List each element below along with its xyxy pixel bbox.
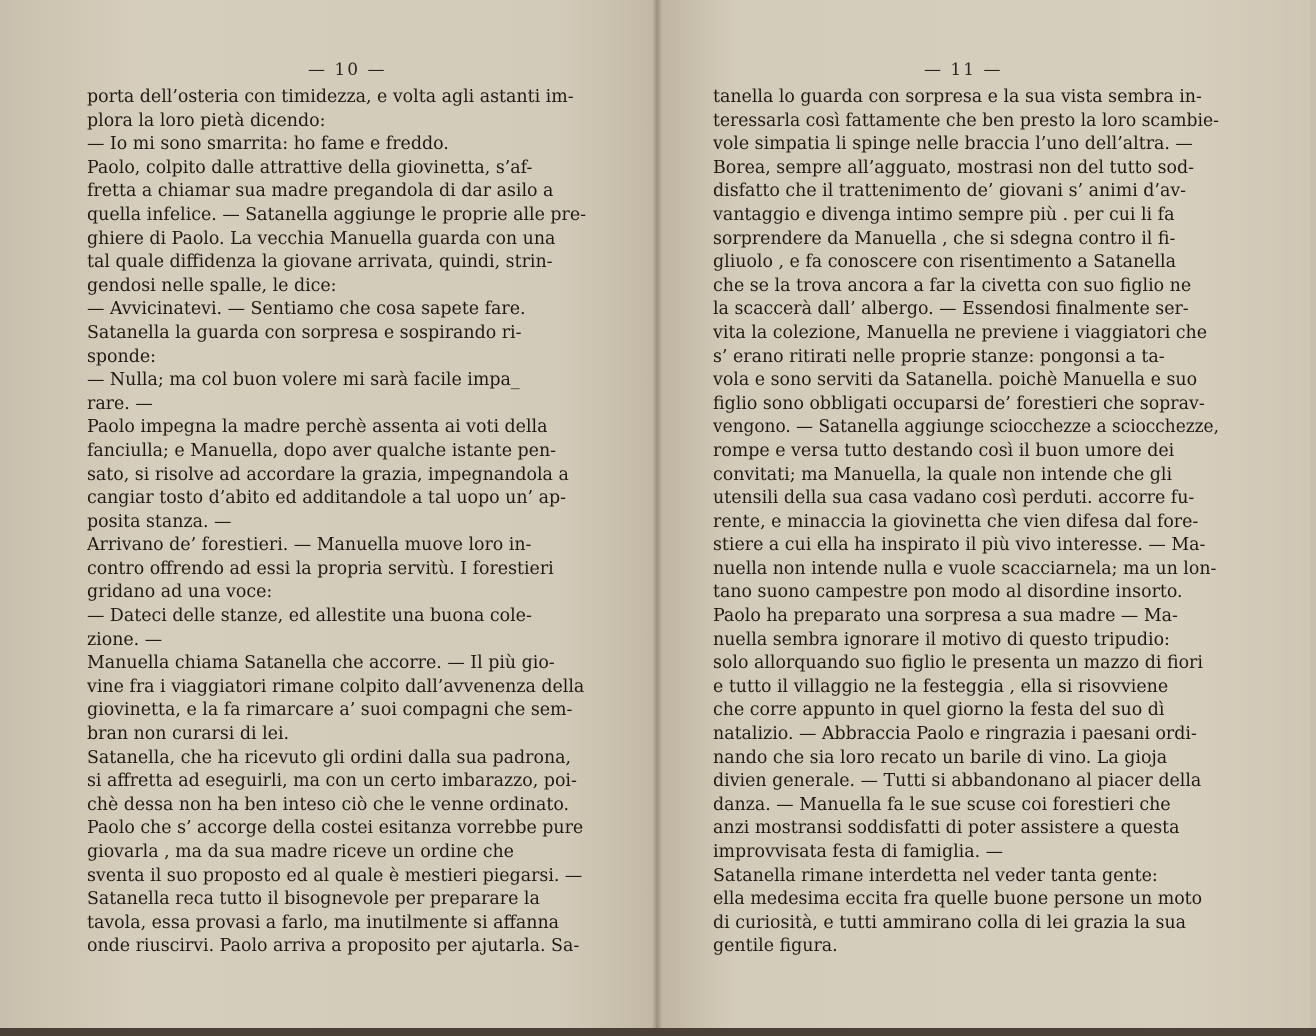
- text-line: Borea, sempre all’agguato, mostrasi non del tutto sod-: [713, 157, 1195, 178]
- book-gutter: [652, 0, 662, 1030]
- text-line: anzi mostransi soddisfatti di poter assistere a questa: [713, 818, 1180, 839]
- text-line: la scaccerà dall’ albergo. — Essendosi finalmente ser-: [713, 299, 1189, 320]
- text-line: s’ erano ritirati nelle proprie stanze: pongonsi a ta-: [713, 346, 1165, 367]
- text-line: divien generale. — Tutti si abbandonano al piacer della: [713, 771, 1202, 792]
- text-line: vola e sono serviti da Satanella. poichè Manuella e suo: [713, 370, 1198, 391]
- text-line: e tutto il villaggio ne la festeggia , ella si risovviene: [713, 676, 1169, 697]
- text-line: cangiar tosto d’abito ed additandole a tal uopo un’ ap-: [87, 488, 566, 509]
- text-line: nuella non intende nulla e vuole scacciarnela; ma un lon-: [713, 558, 1217, 579]
- text-line: vita la colezione, Manuella ne previene i viaggiatori che: [713, 322, 1208, 343]
- text-line: — Io mi sono smarrita: ho fame e freddo.: [87, 134, 449, 155]
- text-line: vine fra i viaggiatori rimane colpito dall’avvenenza della: [87, 676, 585, 697]
- page-number: — 11 —: [924, 60, 1003, 80]
- text-line: Satanella la guarda con sorpresa e sospirando ri-: [87, 322, 522, 343]
- text-line: tano suono campestre pon modo al disordine insorto.: [713, 582, 1183, 603]
- text-line: vantaggio e divenga intimo sempre più . per cui li fa: [713, 204, 1175, 225]
- right-page: [656, 0, 1310, 1030]
- text-line: stiere a cui ella ha inspirato il più vivo interesse. — Ma-: [713, 535, 1206, 556]
- text-line: bran non curarsi di lei.: [87, 724, 290, 745]
- text-line: fretta a chiamar sua madre pregandola di dar asilo a: [87, 181, 554, 202]
- text-line: — Avvicinatevi. — Sentiamo che cosa sapete fare.: [87, 299, 526, 320]
- text-line: chè dessa non ha ben inteso ciò che le venne ordinato.: [87, 794, 570, 815]
- text-line: onde riuscirvi. Paolo arriva a proposito per ajutarla. Sa-: [87, 936, 580, 957]
- text-line: rente, e minaccia la giovinetta che vien difesa dal fore-: [713, 511, 1199, 532]
- text-line: figlio sono obbligati occuparsi de’ forestieri che soprav-: [713, 393, 1205, 414]
- text-line: teressarla così fattamente che ben presto la loro scambie-: [713, 110, 1219, 131]
- text-line: Paolo che s’ accorge della costei esitanza vorrebbe pure: [87, 818, 584, 839]
- text-line: quella infelice. — Satanella aggiunge le proprie alle pre-: [87, 204, 587, 225]
- page-text: [713, 86, 1219, 959]
- text-line: rompe e versa tutto destando così il buon umore dei: [713, 440, 1175, 461]
- text-line: gendosi nelle spalle, le dice:: [87, 275, 337, 296]
- text-line: plora la loro pietà dicendo:: [87, 110, 326, 131]
- text-line: Arrivano de’ forestieri. — Manuella muove loro in-: [87, 535, 532, 556]
- text-line: solo allorquando suo figlio le presenta un mazzo di fiori: [713, 653, 1203, 674]
- text-line: — Nulla; ma col buon volere mi sarà facile impa_: [87, 370, 520, 391]
- text-line: rare. —: [87, 393, 153, 414]
- text-line: gentile figura.: [713, 936, 838, 957]
- text-line: convitati; ma Manuella, la quale non intende che gli: [713, 464, 1173, 485]
- text-line: giovinetta, e la fa rimarcare a’ suoi compagni che sem-: [87, 700, 573, 721]
- text-line: porta dell’osteria con timidezza, e volta agli astanti im-: [87, 87, 574, 107]
- text-line: di curiosità, e tutti ammirano colla di lei grazia la sua: [713, 912, 1187, 933]
- text-line: Satanella, che ha ricevuto gli ordini dalla sua padrona,: [87, 747, 572, 768]
- text-line: sato, si risolve ad accordare la grazia, impegnandola a: [87, 464, 569, 485]
- page-text: [87, 86, 603, 959]
- text-line: gliuolo , e fa conoscere con risentimento a Satanella: [713, 252, 1176, 273]
- text-line: ghiere di Paolo. La vecchia Manuella guarda con una: [87, 228, 556, 249]
- text-line: giovarla , ma da sua madre riceve un ordine che: [87, 842, 514, 862]
- text-line: Manuella chiama Satanella che accorre. — Il più gio-: [87, 653, 555, 674]
- text-line: sponde:: [87, 346, 157, 367]
- text-line: vengono. — Satanella aggiunge sciocchezze a sciocchezze,: [713, 417, 1219, 438]
- text-line: posita stanza. —: [87, 511, 232, 532]
- text-line: Paolo impegna la madre perchè assenta ai voti della: [87, 417, 548, 438]
- text-line: Satanella rimane interdetta nel veder tanta gente:: [713, 865, 1158, 886]
- page-number: — 10 —: [308, 60, 387, 80]
- left-page: [6, 0, 656, 1030]
- text-line: Satanella reca tutto il bisognevole per preparare la: [87, 889, 540, 910]
- text-line: tal quale diffidenza la giovane arrivata, quindi, strin-: [87, 252, 553, 273]
- table-edge: [0, 1028, 1316, 1036]
- text-line: sorprendere da Manuella , che si sdegna contro il fi-: [713, 228, 1176, 249]
- text-line: utensili della sua casa vadano così perduti. accorre fu-: [713, 488, 1195, 509]
- text-line: fanciulla; e Manuella, dopo aver qualche istante pen-: [87, 440, 557, 461]
- text-line: Paolo ha preparato una sorpresa a sua madre — Ma-: [713, 606, 1178, 627]
- text-line: disfatto che il trattenimento de’ giovani s’ animi d’av-: [713, 181, 1187, 202]
- text-line: improvvisata festa di famiglia. —: [713, 842, 1004, 862]
- text-line: tanella lo guarda con sorpresa e la sua vista sembra in-: [713, 87, 1202, 107]
- text-line: contro offrendo ad essi la propria servitù. I forestieri: [87, 558, 554, 579]
- text-line: gridano ad una voce:: [87, 582, 273, 603]
- text-line: — Dateci delle stanze, ed allestite una buona cole-: [87, 606, 532, 627]
- text-line: ella medesima eccita fra quelle buone persone un moto: [713, 889, 1203, 910]
- text-line: sventa il suo proposto ed al quale è mestieri piegarsi. —: [87, 865, 583, 886]
- text-line: si affretta ad eseguirli, ma con un certo imbarazzo, poi-: [87, 771, 577, 792]
- text-line: che corre appunto in quel giorno la festa del suo dì: [713, 700, 1165, 721]
- text-line: natalizio. — Abbraccia Paolo e ringrazia i paesani ordi-: [713, 724, 1197, 745]
- text-line: zione. —: [87, 629, 163, 650]
- text-line: danza. — Manuella fa le sue scuse coi forestieri che: [713, 794, 1171, 815]
- text-line: Paolo, colpito dalle attrattive della giovinetta, s’af-: [87, 157, 533, 178]
- text-line: tavola, essa provasi a farlo, ma inutilmente si affanna: [87, 912, 560, 933]
- text-line: che se la trova ancora a far la civetta con suo figlio ne: [713, 275, 1192, 296]
- text-line: vole simpatia li spinge nelle braccia l’uno dell’altra. —: [713, 134, 1193, 155]
- text-line: nuella sembra ignorare il motivo di questo tripudio:: [713, 629, 1170, 650]
- text-line: nando che sia loro recato un barile di vino. La gioja: [713, 747, 1168, 768]
